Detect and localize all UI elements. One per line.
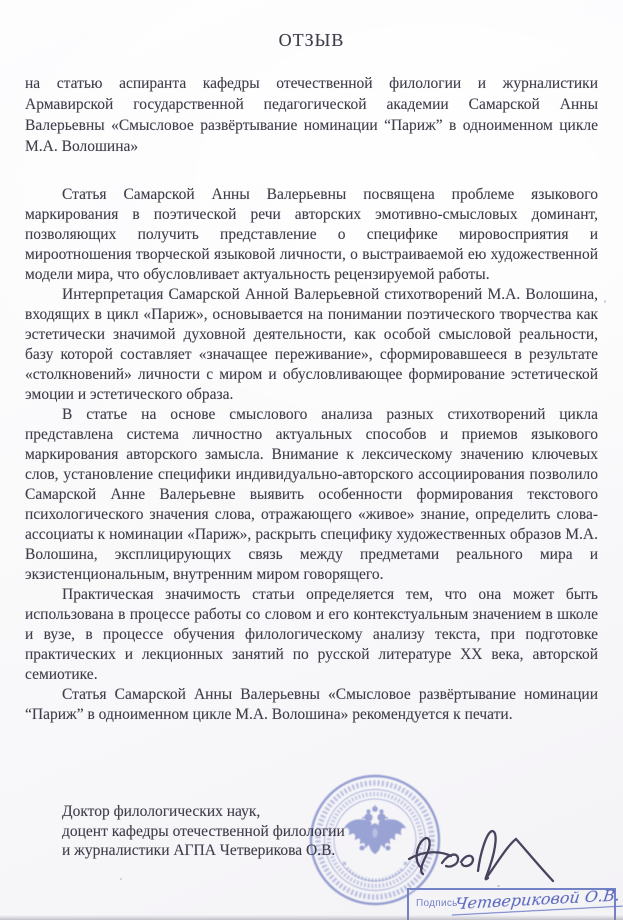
body-paragraph: Статья Самарской Анны Валерьевны посвящена проблеме языкового маркирования в поэтической речи авторских эмотивно-смысловых доминант, позволяющих получить представление о специфике мировосприятия и мироотношения творческой языковой личности, о выстраиваемой ею художественной модели мира, что обусловливает актуальность рецензируемой работы. [25, 186, 598, 283]
signature-box-label: Подпись [416, 898, 458, 909]
scan-speck [497, 885, 500, 887]
body-paragraph: Практическая значимость статьи определяется тем, что она может быть использована в процессе работы со словом и его контекстуальным значением в школе и вузе, в процессе обучения филологическому анализу текста, при подготовке практических и лекционных занятий по русской литературе XX века, авторской семиотике. [25, 586, 598, 683]
body-paragraph: В статье на основе смыслового анализа разных стихотворений цикла представлена система личностно актуальных способов и приемов языкового маркирования авторского замысла. Внимание к лексическому значению ключевых слов, установление специфики индивидуально-авторского ассоциирования позволило Самарской Анне Валерьевне выявить особенности формирования текстового психологического значения слова, отражающего «живое» знание, определить слова-ассоциаты к номинации «Париж», раскрыть специфику художественных образов М.А. Волошина, эксплицирующих связь между предметами реального мира и экзистенциональным, внутренним миром говорящего. [25, 406, 598, 583]
scan-edge-shadow [0, 915, 623, 920]
signature-box-handwriting: Четвериковой О.В. [452, 885, 623, 915]
scan-speck [120, 878, 122, 880]
scan-speck [604, 300, 606, 303]
body-paragraph: Статья Самарской Анны Валерьевны «Смысловое развёртывание номинации “Париж” в одноименном цикле М.А. Волошина» рекомендуется к печати. [25, 686, 598, 723]
signatory-degree-line: Доктор филологических наук, [62, 803, 261, 820]
signatory-name-line: и журналистики АГПА Четверикова О.В. [62, 842, 336, 859]
handwritten-signature-icon [400, 818, 570, 896]
review-subject-paragraph: на статью аспиранта кафедры отечественной филологии и журналистики Армавирской государственной педагогической академии Самарской Анны Валерьевны «Смысловое развёртывание номинации “Париж” в одноименном цикле М.А. Волошина» [25, 75, 598, 155]
signatory-position-line: доцент кафедры отечественной филологии [62, 822, 345, 840]
review-body [25, 185, 598, 725]
body-paragraph: Интерпретация Самарской Анной Валерьевной стихотворений М.А. Волошина, входящих в цикл «Париж», основывается на понимании поэтического творчества как эстетически значимой духовной деятельности, как особой смысловой реальности, базу которой составляет «значащее переживание», сформировавшееся в результате «столкновений» личности с миром и обусловливающее формирование эстетической эмоции и эстетического образа. [25, 286, 598, 403]
document-title: ОТЗЫВ [278, 30, 345, 50]
